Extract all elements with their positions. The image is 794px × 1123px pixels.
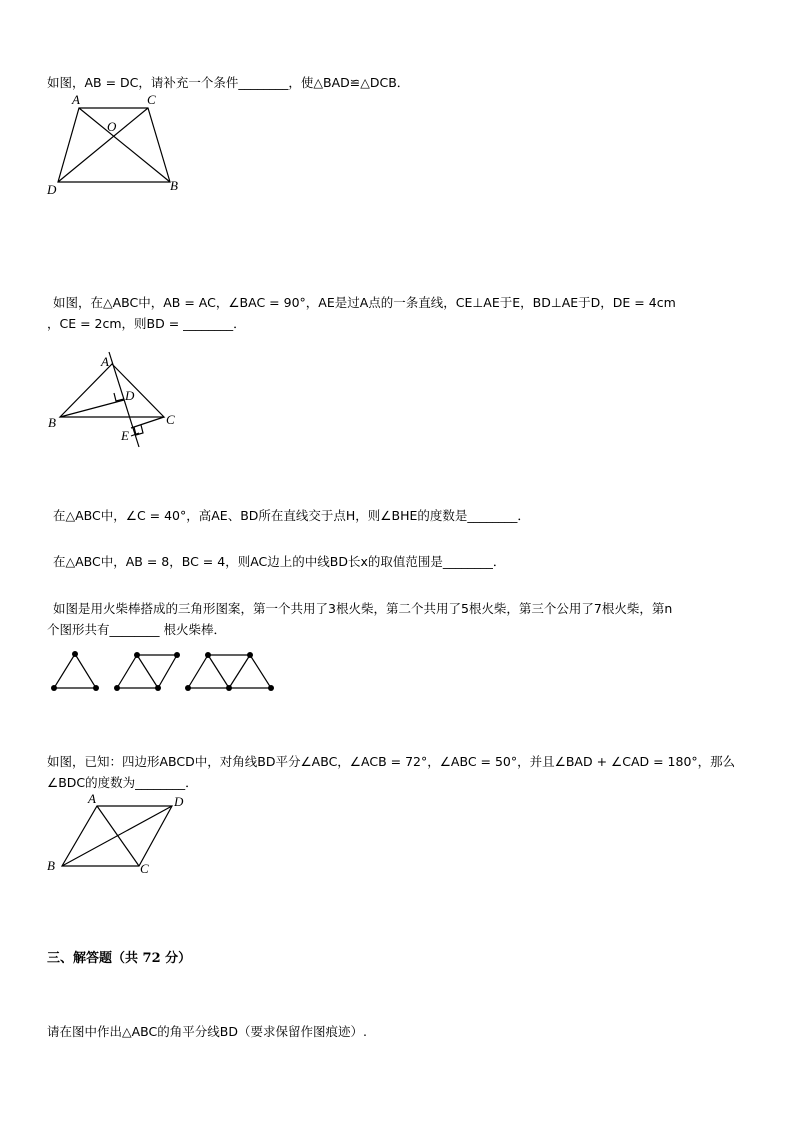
question-4-text: 在△ABC中，AB = 8，BC = 4，则AC边上的中线BD长x的取值范围是________． (53, 554, 506, 569)
question-7-text: 请在图中作出△ABC的角平分线BD（要求保留作图痕迹）. (47, 1024, 367, 1039)
question-5-line2: 个图形共有________ 根火柴棒． (47, 622, 226, 637)
question-3-text: 在△ABC中，∠C = 40°，高AE、BD所在直线交于点H，则∠BHE的度数是________． (53, 508, 530, 523)
label-q2-c: C (166, 412, 175, 427)
label-q2-b: B (48, 415, 56, 430)
label-q1-a: A (72, 92, 80, 107)
question-6-line2: ∠BDC的度数为________． (47, 775, 198, 790)
label-q1-c: C (147, 92, 156, 107)
label-q2-e: E (121, 428, 129, 443)
label-q6-c: C (140, 861, 149, 876)
question-2-line2: ，CE = 2cm，则BD = ________． (47, 316, 246, 331)
label-q6-a: A (88, 791, 96, 806)
label-q6-b: B (47, 858, 55, 873)
label-q2-a: A (101, 354, 109, 369)
question-6-line1: 如图，已知：四边形ABCD中，对角线BD平分∠ABC，∠ACB = 72°，∠ABC = 50°，并且∠BAD + ∠CAD = 180°，那么 (47, 754, 736, 769)
label-q1-o: O (107, 119, 117, 134)
label-q1-b: B (170, 178, 178, 193)
label-q1-d: D (47, 182, 57, 197)
label-q6-d: D (174, 794, 184, 809)
question-5-line1: 如图是用火柴棒搭成的三角形图案，第一个共用了3根火柴，第二个共用了5根火柴，第三个公用了7根火柴，第n (53, 601, 673, 616)
section-heading: 三、解答题（共 72 分） (47, 951, 192, 966)
question-1-text: 如图，AB = DC，请补充一个条件________，使△BAD≌△DCB． (47, 75, 410, 90)
question-2-line1: 如图，在△ABC中，AB = AC，∠BAC = 90°，AE是过A点的一条直线，CE⊥AE于E，BD⊥AE于D，DE = 4cm (53, 295, 676, 310)
label-q2-d: D (125, 388, 135, 403)
